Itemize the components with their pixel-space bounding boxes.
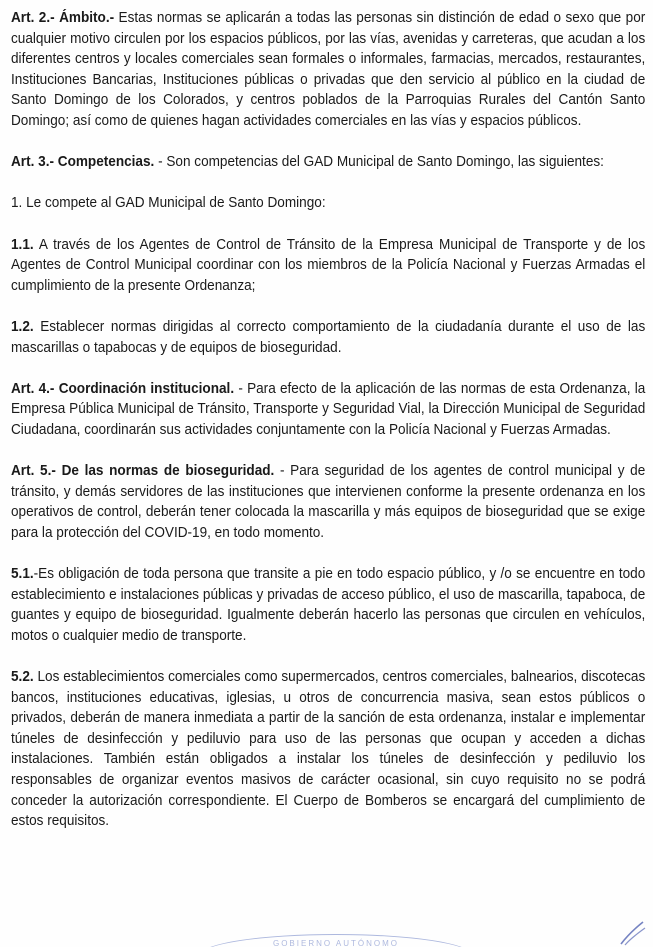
article-4 <box>11 379 645 441</box>
article-5-label: Art. 5.- <box>11 463 56 480</box>
item-1-1-text: A través de los Agentes de Control de Tránsito de la Empresa Municipal de Transporte y de los Agentes de Control Municipal coordinar con los miembros de la Policía Nacional y Fuerzas Armadas el cumplimiento de la presente Ordenanza; <box>11 236 646 294</box>
item-1-1-label: 1.1. <box>11 236 34 253</box>
article-3-label: Art. 3.- <box>11 154 54 171</box>
stamp-text: GOBIERNO AUTÓNOMO <box>272 939 399 947</box>
article-3-item-1: 1. Le compete al GAD Municipal de Santo Domingo: <box>11 195 326 212</box>
article-3-title: Competencias. <box>57 154 155 171</box>
item-5-1-label: 5.1. <box>11 566 34 583</box>
official-stamp <box>200 934 472 947</box>
article-2-title: Ámbito.- <box>59 10 115 26</box>
article-3-item-1-1 <box>11 235 645 297</box>
item-5-2-text: Los establecimientos comerciales como supermercados, centros comerciales, balnearios, discotecas bancos, instituciones educativas, iglesias, u otros de concurrencia masiva, sean estos públicos o privados, deberán de manera inmediata a partir de la sanción de esta ordenanza, instalar e implementar túneles de desinfección y pediluvio para uso de las personas que ocupan y acceden a dichas instalaciones. También están obligados a instalar los túneles de desinfección y pediluvio los responsables de organizar eventos masivos de carácter ocasional, sin cuyo requisito no se podrá conceder la autorización correspondiente. El Cuerpo de Bomberos se encargará del cumplimiento de estos requisitos. <box>11 669 646 830</box>
article-2-label: Art. 2.- <box>11 10 55 26</box>
article-5 <box>11 461 645 543</box>
article-4-title: Coordinación institucional. <box>58 380 235 397</box>
article-2 <box>11 8 645 132</box>
article-5-item-1 <box>11 564 645 646</box>
article-3-text: - Son competencias del GAD Municipal de Santo Domingo, las siguientes: <box>154 154 604 171</box>
article-5-item-2 <box>11 667 645 832</box>
article-2-text: Estas normas se aplicarán a todas las personas sin distinción de edad o sexo que por cualquier motivo circulen por los espacios públicos, por las vías, avenidas y carreteras, que acudan a los diferentes centros y locales comerciales sean formales o informales, farmacias, mercados, restaurantes, Instituciones Bancarias, Instituciones públicas o privadas que den servicio al público en la ciudad de Santo Domingo de los Colorados, y centros poblados de la Parroquias Rurales del Cantón Santo Domingo; así como de quienes hagan actividades comerciales en las vías y espacios públicos. <box>11 10 646 129</box>
item-1-2-text: Establecer normas dirigidas al correcto comportamiento de la ciudadanía durante el uso de las mascarillas o tapabocas y de equipos de bioseguridad. <box>11 318 646 356</box>
article-4-text: - Para efecto de la aplicación de las normas de esta Ordenanza, la Empresa Pública Municipal de Tránsito, Transporte y Seguridad Vial, la Dirección Municipal de Seguridad Ciudadana, coordinarán sus actividades conjuntamente con la Policía Nacional y Fuerzas Armadas. <box>11 380 646 438</box>
article-5-title: De las normas de bioseguridad. <box>61 463 275 480</box>
ordinance-text <box>11 8 645 852</box>
article-3-item-1-2 <box>11 317 645 358</box>
signature-mark-icon <box>617 918 647 947</box>
article-5-text: - Para seguridad de los agentes de control municipal y de tránsito, y demás servidores de las instituciones que intervienen conforme la presente ordenanza en los operativos de control, deberán tener colocada la mascarilla y más equipos de bioseguridad que se exige para la protección del COVID-19, en todo momento. <box>11 463 646 541</box>
item-1-2-label: 1.2. <box>11 318 34 335</box>
item-5-1-text: -Es obligación de toda persona que transite a pie en todo espacio público, y /o se encuentre en todo establecimiento e instalaciones públicas y privadas de acceso público, el uso de mascarilla, tapaboca, de guantes y equipo de bioseguridad. Igualmente deberán hacerlo las personas que circulen en vehículos, motos o cualquier medio de transporte. <box>11 566 646 644</box>
article-3 <box>11 152 645 173</box>
article-4-label: Art. 4.- <box>11 380 55 397</box>
item-5-2-label: 5.2. <box>11 669 34 685</box>
